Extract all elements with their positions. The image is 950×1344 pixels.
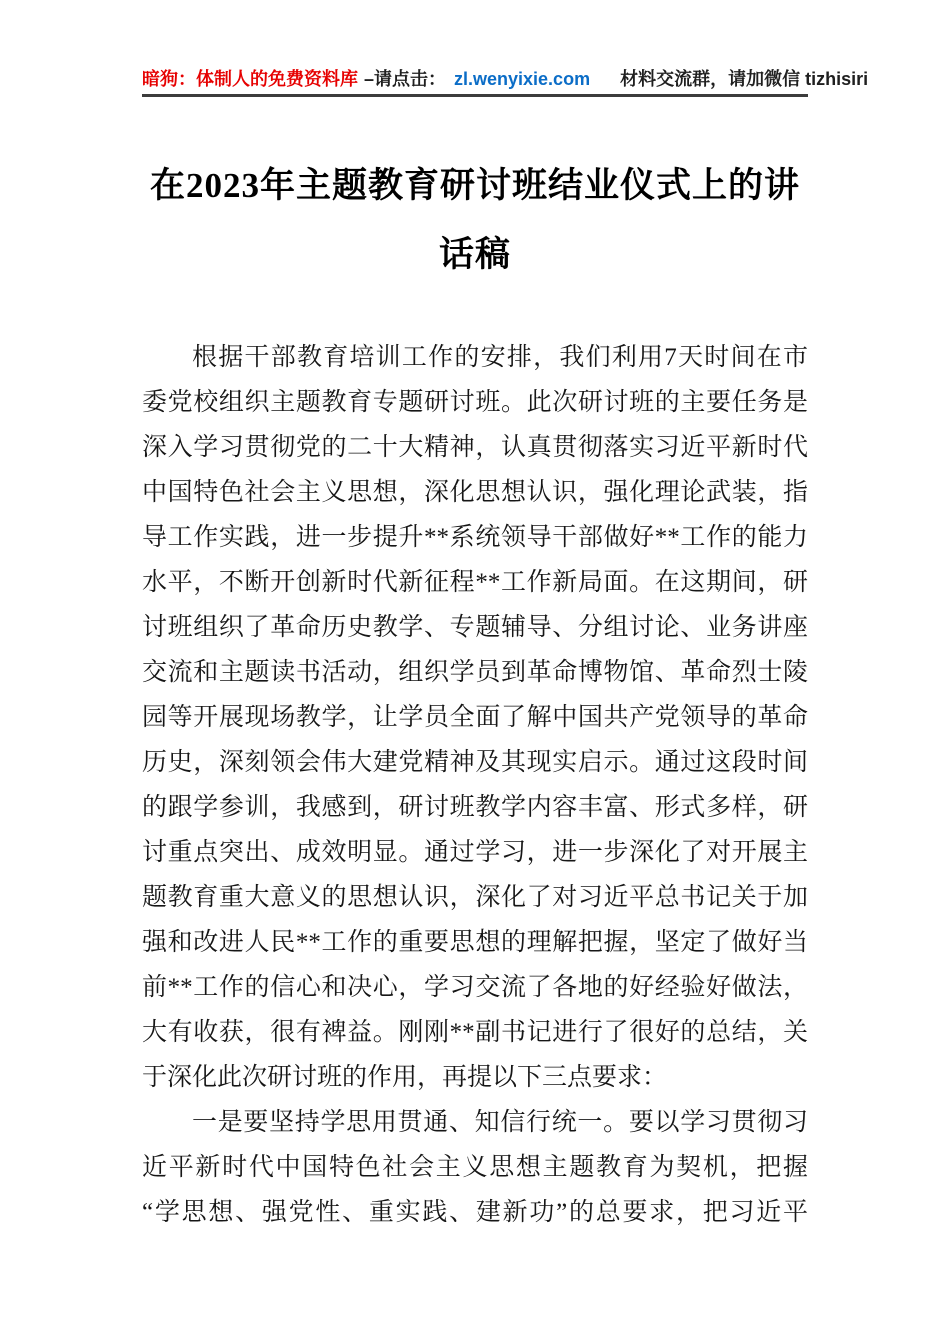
body-line: 强和改进人民**工作的重要思想的理解把握，坚定了做好当 — [142, 929, 808, 956]
document-body — [142, 335, 808, 1235]
banner-link[interactable]: zl.wenyixie.com — [454, 69, 591, 89]
body-line: “学思想、强党性、重实践、建新功”的总要求，把习近平 — [142, 1199, 808, 1226]
body-line: 水平，不断开创新时代新征程**工作新局面。在这期间，研 — [142, 569, 808, 596]
body-line: 交流和主题读书活动，组织学员到革命博物馆、革命烈士陵 — [142, 659, 808, 686]
promo-banner — [142, 64, 869, 97]
body-line: 根据干部教育培训工作的安排，我们利用7天时间在市 — [192, 344, 808, 371]
paragraph-2 — [142, 1100, 808, 1235]
banner-click-label: –请点击： — [364, 69, 447, 89]
document-content — [142, 151, 808, 1235]
document-title — [142, 151, 808, 289]
body-line: 中国特色社会主义思想，深化思想认识，强化理论武装，指 — [142, 479, 808, 506]
body-line: 委党校组织主题教育专题研讨班。此次研讨班的主要任务是 — [142, 389, 808, 416]
title-line-1: 在2023年主题教育研讨班结业仪式上的讲 — [149, 166, 800, 205]
body-line: 的跟学参训，我感到，研讨班教学内容丰富、形式多样，研 — [142, 794, 808, 821]
body-line: 园等开展现场教学，让学员全面了解中国共产党领导的革命 — [142, 704, 808, 731]
body-line: 于深化此次研讨班的作用，再提以下三点要求： — [142, 1064, 668, 1091]
body-line: 近平新时代中国特色社会主义思想主题教育为契机，把握 — [142, 1154, 808, 1181]
title-line-2: 话稿 — [438, 235, 511, 274]
body-line: 讨重点突出、成效明显。通过学习，进一步深化了对开展主 — [142, 839, 808, 866]
banner-brand-text: 暗狗：体制人的免费资料库 — [142, 69, 358, 89]
body-line: 大有收获，很有裨益。刚刚**副书记进行了很好的总结，关 — [142, 1019, 808, 1046]
body-line: 前**工作的信心和决心，学习交流了各地的好经验好做法， — [142, 974, 808, 1001]
body-line: 深入学习贯彻党的二十大精神，认真贯彻落实习近平新时代 — [142, 434, 808, 461]
paragraph-1 — [142, 335, 808, 1100]
body-line: 题教育重大意义的思想认识，深化了对习近平总书记关于加 — [142, 884, 808, 911]
body-line: 导工作实践，进一步提升**系统领导干部做好**工作的能力 — [142, 524, 808, 551]
body-line: 一是要坚持学思用贯通、知信行统一。要以学习贯彻习 — [192, 1109, 808, 1136]
body-line: 讨班组织了革命历史教学、专题辅导、分组讨论、业务讲座 — [142, 614, 808, 641]
body-line: 历史，深刻领会伟大建党精神及其现实启示。通过这段时间 — [142, 749, 808, 776]
banner-wechat-note: 材料交流群，请加微信 tizhisiri — [620, 69, 869, 89]
